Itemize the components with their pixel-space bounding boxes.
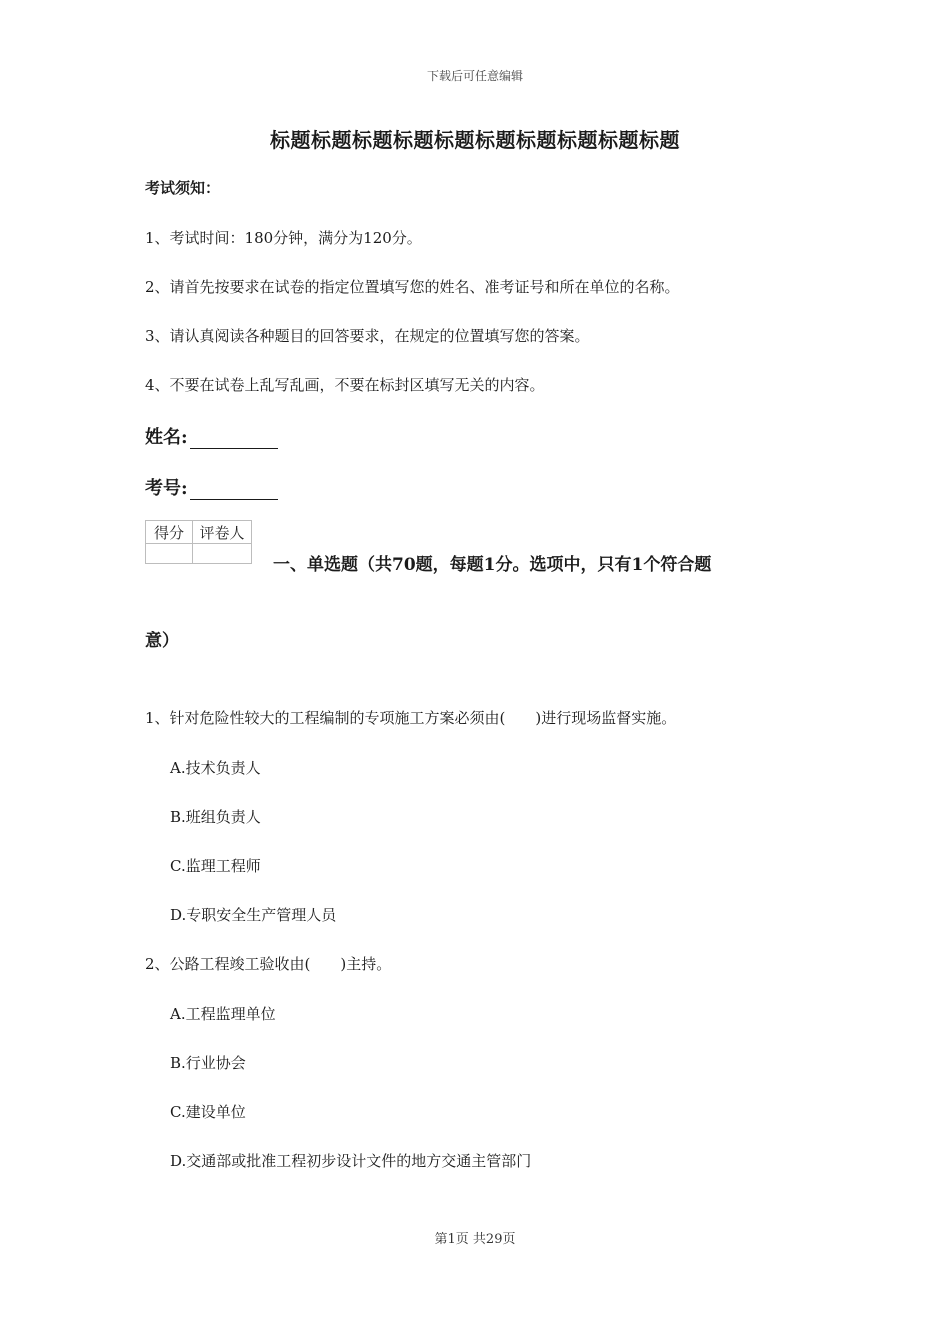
name-blank-line[interactable] [190, 430, 278, 449]
question-2-option-b: B.行业协会 [170, 1054, 246, 1072]
header-note: 下载后可任意编辑 [426, 69, 523, 83]
name-field [145, 423, 278, 449]
question-1-option-c: C.监理工程师 [170, 857, 261, 875]
name-label: 姓名: [145, 427, 188, 448]
section-title-continued: 意） [145, 631, 179, 651]
grader-cell [193, 544, 252, 564]
id-field [145, 474, 278, 500]
question-2: 2、公路工程竣工验收由( )主持。 [145, 955, 392, 973]
notice-heading: 考试须知： [145, 179, 221, 197]
score-header: 得分 [146, 521, 193, 544]
question-1-option-a: A.技术负责人 [170, 759, 261, 777]
document-title: 标题标题标题标题标题标题标题标题标题标题 [270, 128, 680, 152]
grader-header: 评卷人 [193, 521, 252, 544]
id-blank-line[interactable] [190, 481, 278, 500]
question-2-option-a: A.工程监理单位 [170, 1005, 276, 1023]
section-title: 一、单选题（共70题，每题1分。选项中，只有1个符合题 [273, 555, 712, 575]
question-1-option-d: D.专职安全生产管理人员 [170, 906, 337, 924]
score-cell [146, 544, 193, 564]
id-label: 考号: [145, 478, 188, 499]
question-2-option-d: D.交通部或批准工程初步设计文件的地方交通主管部门 [170, 1152, 532, 1170]
question-1: 1、针对危险性较大的工程编制的专项施工方案必须由( )进行现场监督实施。 [145, 709, 677, 727]
notice-item-2: 2、请首先按要求在试卷的指定位置填写您的姓名、准考证号和所在单位的名称。 [145, 278, 680, 296]
notice-item-1: 1、考试时间：180分钟，满分为120分。 [145, 229, 422, 247]
notice-item-3: 3、请认真阅读各种题目的回答要求，在规定的位置填写您的答案。 [145, 327, 590, 345]
notice-item-4: 4、不要在试卷上乱写乱画，不要在标封区填写无关的内容。 [145, 376, 545, 394]
page-footer: 第1页 共29页 [434, 1232, 516, 1247]
question-1-option-b: B.班组负责人 [170, 808, 261, 826]
question-2-option-c: C.建设单位 [170, 1103, 246, 1121]
score-table [145, 520, 252, 564]
